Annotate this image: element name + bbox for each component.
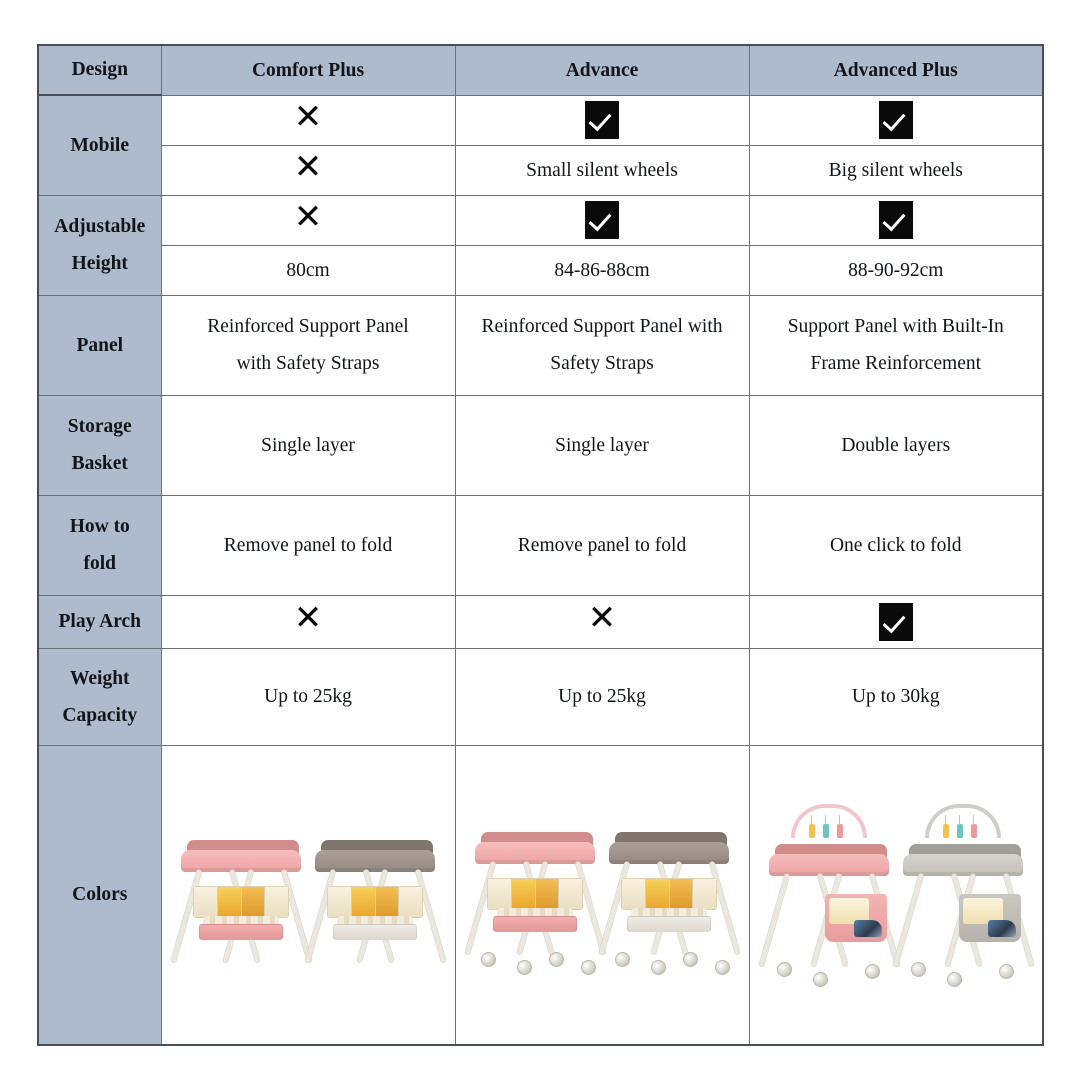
hanging-toy-icon	[837, 824, 843, 838]
cell-storage-advance: Single layer	[455, 395, 749, 495]
table-header-row	[38, 45, 1043, 95]
cell-colors-advance	[455, 745, 749, 1045]
cell-play-arch-comfort-plus	[161, 595, 455, 648]
cell-adjustable-advance	[455, 195, 749, 245]
product-image-changing-table-pink	[471, 812, 599, 977]
cell-colors-comfort-plus	[161, 745, 455, 1045]
product-image-changing-table-taupe	[311, 820, 439, 970]
cell-mobile-advance	[455, 95, 749, 145]
table-row-play-arch	[38, 595, 1043, 648]
product-comparison-table	[37, 44, 1044, 1046]
cell-storage-advanced-plus: Double layers	[749, 395, 1043, 495]
frame-leg	[892, 873, 923, 967]
cell-storage-comfort-plus: Single layer	[161, 395, 455, 495]
cell-panel-comfort-plus-line1: Reinforced Support Panel	[207, 316, 409, 338]
cell-height-advance: 84-86-88cm	[455, 245, 749, 295]
cell-adjustable-comfort-plus	[161, 195, 455, 245]
row-label-weight-capacity-line2: Capacity	[62, 704, 138, 726]
cell-fold-advance: Remove panel to fold	[455, 495, 749, 595]
lower-shelf	[493, 916, 577, 932]
storage-bin	[825, 894, 887, 942]
row-label-weight-capacity	[38, 648, 161, 745]
cell-weight-comfort-plus: Up to 25kg	[161, 648, 455, 745]
cell-wheels-comfort-plus	[161, 145, 455, 195]
hanging-toy-icon	[957, 824, 963, 838]
product-image-group-advance	[464, 750, 741, 1040]
check-icon	[879, 201, 913, 239]
cell-panel-advanced-plus-line2: Frame Reinforcement	[810, 353, 982, 375]
table-row-mobile-wheels	[38, 145, 1043, 195]
cell-play-arch-advanced-plus	[749, 595, 1043, 648]
row-label-how-to-fold-line1: How to	[69, 516, 130, 538]
product-image-changing-table-taupe	[605, 812, 733, 977]
cell-adjustable-advanced-plus	[749, 195, 1043, 245]
cell-wheels-advance: Small silent wheels	[455, 145, 749, 195]
wheel-icon	[517, 960, 532, 975]
wheel-icon	[615, 952, 630, 967]
cross-icon: ✕	[587, 598, 617, 639]
product-image-changing-table-pink	[177, 820, 305, 970]
cross-icon: ✕	[293, 146, 323, 187]
table-row-storage-basket	[38, 395, 1043, 495]
cross-icon: ✕	[293, 96, 323, 137]
cell-panel-advance-line2: Safety Straps	[550, 353, 654, 375]
wheel-icon	[813, 972, 828, 987]
row-label-panel: Panel	[38, 295, 161, 395]
table-row-weight-capacity	[38, 648, 1043, 745]
header-cell-advanced-plus: Advanced Plus	[749, 45, 1043, 95]
bin-window	[854, 920, 882, 937]
row-label-adjustable-height	[38, 195, 161, 295]
hanging-toy-icon	[823, 824, 829, 838]
cell-panel-advance	[455, 295, 749, 395]
wheel-icon	[481, 952, 496, 967]
cell-panel-advance-line1: Reinforced Support Panel with	[481, 316, 723, 338]
table-row-adjustable-height-icons	[38, 195, 1043, 245]
row-label-how-to-fold-line2: fold	[83, 553, 116, 575]
bin-window	[988, 920, 1016, 937]
lower-shelf	[627, 916, 711, 932]
hanging-toy-icon	[943, 824, 949, 838]
table-row-panel	[38, 295, 1043, 395]
wheel-icon	[683, 952, 698, 967]
table-row-height-values	[38, 245, 1043, 295]
hanging-toy-icon	[809, 824, 815, 838]
cell-height-comfort-plus: 80cm	[161, 245, 455, 295]
play-arch-icon	[791, 804, 867, 838]
row-label-how-to-fold	[38, 495, 161, 595]
cell-mobile-comfort-plus	[161, 95, 455, 145]
storage-basket	[487, 878, 583, 910]
table-row-colors	[38, 745, 1043, 1045]
cell-weight-advanced-plus: Up to 30kg	[749, 648, 1043, 745]
header-cell-advance: Advance	[455, 45, 749, 95]
row-label-adjustable-height-line2: Height	[71, 253, 128, 275]
hanging-toy-icon	[971, 824, 977, 838]
row-label-weight-capacity-line1: Weight	[69, 667, 130, 689]
product-image-group-advanced-plus	[758, 750, 1035, 1040]
header-cell-comfort-plus: Comfort Plus	[161, 45, 455, 95]
cell-play-arch-advance	[455, 595, 749, 648]
row-label-storage-basket-line2: Basket	[71, 453, 128, 475]
row-label-colors: Colors	[38, 745, 161, 1045]
row-label-adjustable-height-line1: Adjustable	[54, 216, 146, 238]
product-image-changing-table-pink-with-arch	[765, 802, 893, 987]
storage-bin	[959, 894, 1021, 942]
cell-fold-advanced-plus: One click to fold	[749, 495, 1043, 595]
wheel-icon	[549, 952, 564, 967]
cell-mobile-advanced-plus	[749, 95, 1043, 145]
wheel-icon	[999, 964, 1014, 979]
frame-leg	[758, 873, 789, 967]
cell-weight-advance: Up to 25kg	[455, 648, 749, 745]
check-icon	[585, 201, 619, 239]
row-label-storage-basket	[38, 395, 161, 495]
check-icon	[879, 101, 913, 139]
cross-icon: ✕	[293, 598, 323, 639]
cell-panel-comfort-plus-line2: with Safety Straps	[236, 353, 380, 375]
row-label-mobile: Mobile	[38, 95, 161, 195]
lower-shelf	[333, 924, 417, 940]
header-cell-design: Design	[38, 45, 161, 95]
changing-pad	[609, 842, 729, 864]
cell-panel-advanced-plus	[749, 295, 1043, 395]
cross-icon: ✕	[293, 196, 323, 237]
cell-panel-advanced-plus-line1: Support Panel with Built-In	[787, 316, 1004, 338]
wheel-icon	[777, 962, 792, 977]
cell-fold-comfort-plus: Remove panel to fold	[161, 495, 455, 595]
storage-basket	[193, 886, 289, 918]
wheel-icon	[715, 960, 730, 975]
check-icon	[585, 101, 619, 139]
lower-shelf	[199, 924, 283, 940]
wheel-icon	[651, 960, 666, 975]
wheel-icon	[581, 960, 596, 975]
table-row-mobile-icons	[38, 95, 1043, 145]
cell-height-advanced-plus: 88-90-92cm	[749, 245, 1043, 295]
wheel-icon	[865, 964, 880, 979]
cell-colors-advanced-plus	[749, 745, 1043, 1045]
row-label-storage-basket-line1: Storage	[67, 416, 132, 438]
product-image-group-comfort-plus	[170, 750, 447, 1040]
changing-pad	[181, 850, 301, 872]
cell-panel-comfort-plus	[161, 295, 455, 395]
cell-wheels-advanced-plus: Big silent wheels	[749, 145, 1043, 195]
storage-basket	[621, 878, 717, 910]
table-row-how-to-fold	[38, 495, 1043, 595]
comparison-table-container	[37, 44, 1043, 1033]
check-icon	[879, 603, 913, 641]
play-arch-icon	[925, 804, 1001, 838]
changing-pad	[475, 842, 595, 864]
storage-basket	[327, 886, 423, 918]
row-label-play-arch: Play Arch	[38, 595, 161, 648]
wheel-icon	[911, 962, 926, 977]
product-image-changing-table-grey-with-arch	[899, 802, 1027, 987]
changing-pad	[315, 850, 435, 872]
wheel-icon	[947, 972, 962, 987]
